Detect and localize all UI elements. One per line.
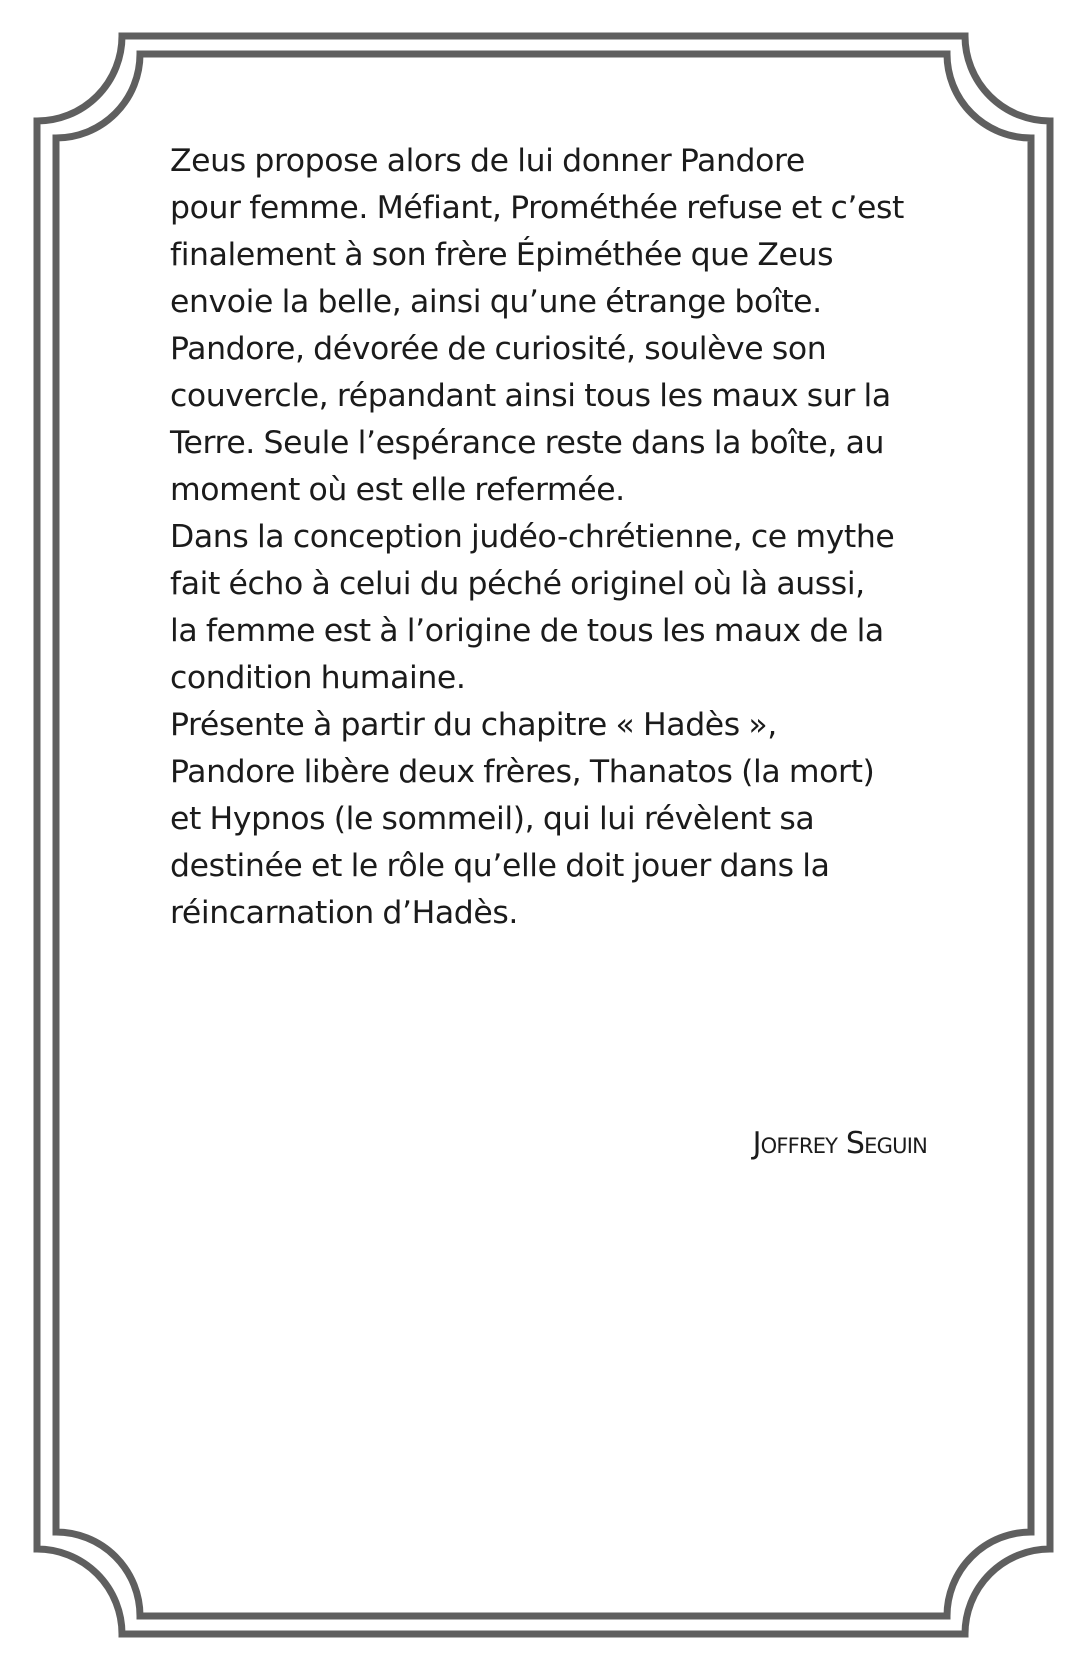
text-line: finalement à son frère Épiméthée que Zeus <box>170 237 834 273</box>
text-line: Zeus propose alors de lui donner Pandore <box>170 143 805 179</box>
text-line: Pandore, dévorée de curiosité, soulève son <box>170 331 827 367</box>
text-line: destinée et le rôle qu’elle doit jouer dans la <box>170 848 830 884</box>
text-line: Présente à partir du chapitre « Hadès », <box>170 707 777 743</box>
text-line: et Hypnos (le sommeil), qui lui révèlent sa <box>170 801 815 837</box>
text-line: la femme est à l’origine de tous les maux de la <box>170 613 884 649</box>
text-line: pour femme. Méfiant, Prométhée refuse et c’est <box>170 190 904 226</box>
text-line: Dans la conception judéo-chrétienne, ce mythe <box>170 519 895 555</box>
text-line: Pandore libère deux frères, Thanatos (la mort) <box>170 754 875 790</box>
text-line: envoie la belle, ainsi qu’une étrange boîte. <box>170 284 822 320</box>
text-line: moment où est elle refermée. <box>170 472 625 508</box>
text-line: réincarnation d’Hadès. <box>170 895 518 931</box>
text-line: Terre. Seule l’espérance reste dans la boîte, au <box>170 425 885 461</box>
text-line: fait écho à celui du péché originel où là aussi, <box>170 566 865 602</box>
author-signature: Joffrey Seguin <box>752 1126 927 1161</box>
text-line: condition humaine. <box>170 660 466 696</box>
text-line: couvercle, répandant ainsi tous les maux sur la <box>170 378 891 414</box>
body-text <box>170 138 950 937</box>
